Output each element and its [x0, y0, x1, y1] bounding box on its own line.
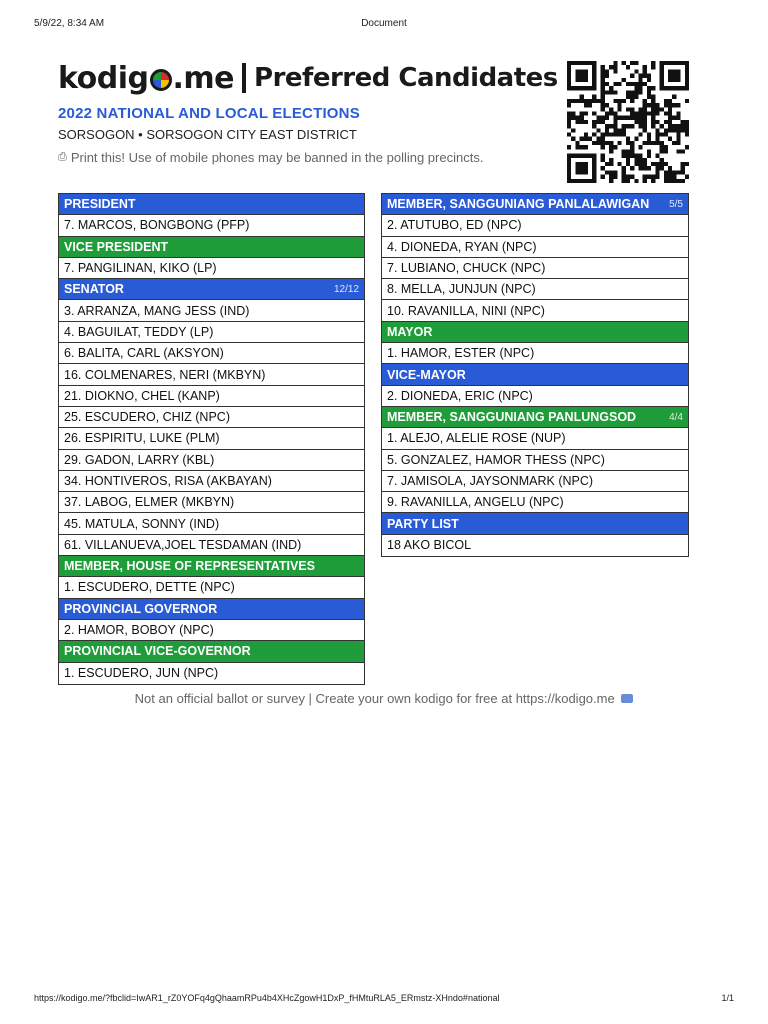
page-title: Preferred Candidates [254, 63, 558, 93]
left-ballot-column [58, 193, 365, 685]
section-header-label: PROVINCIAL GOVERNOR [64, 601, 218, 616]
section-header [59, 599, 364, 620]
candidate-row: 25. ESCUDERO, CHIZ (NPC) [59, 407, 364, 428]
candidate-row: 18 AKO BICOL [382, 535, 688, 556]
right-ballot-column [381, 193, 689, 557]
candidate-row: 45. MATULA, SONNY (IND) [59, 513, 364, 534]
candidate-row: 1. HAMOR, ESTER (NPC) [382, 343, 688, 364]
logo-text-main: kodig [58, 60, 149, 96]
section-header [59, 194, 364, 215]
printer-icon: ⎙ [58, 151, 67, 163]
candidate-row: 9. RAVANILLA, ANGELU (NPC) [382, 492, 688, 513]
print-page-number: 1/1 [721, 993, 734, 1003]
candidate-row: 1. ESCUDERO, JUN (NPC) [59, 663, 364, 684]
print-url: https://kodigo.me/?fbclid=IwAR1_rZ0YOFq4gQhaamRPu4b4XHcZgowH1DxP_fHMtuRLA5_ERmstz-XHndo#national [34, 993, 500, 1003]
candidate-row: 21. DIOKNO, CHEL (KANP) [59, 386, 364, 407]
logo-text-domain: .me [172, 60, 235, 96]
print-date: 5/9/22, 8:34 AM [34, 18, 105, 29]
section-header-label: VICE PRESIDENT [64, 239, 169, 254]
section-vote-count: 5/5 [669, 198, 683, 210]
section-header-label: MAYOR [387, 324, 433, 339]
candidate-row: 2. HAMOR, BOBOY (NPC) [59, 620, 364, 641]
candidate-row: 61. VILLANUEVA,JOEL TESDAMAN (IND) [59, 535, 364, 556]
candidate-row: 7. LUBIANO, CHUCK (NPC) [382, 258, 688, 279]
election-subtitle: 2022 NATIONAL AND LOCAL ELECTIONS [58, 105, 360, 122]
print-notice [58, 150, 483, 165]
section-header [382, 407, 688, 428]
section-vote-count: 12/12 [333, 283, 359, 295]
section-header [59, 556, 364, 577]
candidate-row: 1. ESCUDERO, DETTE (NPC) [59, 577, 364, 598]
candidate-row: 6. BALITA, CARL (AKSYON) [59, 343, 364, 364]
section-header-label: MEMBER, HOUSE OF REPRESENTATIVES [64, 559, 315, 574]
candidate-row: 26. ESPIRITU, LUKE (PLM) [59, 428, 364, 449]
kodigo-logo[interactable] [58, 61, 234, 96]
candidate-row: 4. BAGUILAT, TEDDY (LP) [59, 322, 364, 343]
candidate-row: 16. COLMENARES, NERI (MKBYN) [59, 364, 364, 385]
candidate-row: 34. HONTIVEROS, RISA (AKBAYAN) [59, 471, 364, 492]
section-header-label: PROVINCIAL VICE-GOVERNOR [64, 644, 251, 659]
section-header [382, 322, 688, 343]
candidate-row: 7. JAMISOLA, JAYSONMARK (NPC) [382, 471, 688, 492]
candidate-row: 2. DIONEDA, ERIC (NPC) [382, 386, 688, 407]
section-header [59, 237, 364, 258]
qr-code-icon[interactable] [567, 60, 689, 184]
section-header [59, 279, 364, 300]
disclaimer [0, 691, 768, 706]
candidate-row: 37. LABOG, ELMER (MKBYN) [59, 492, 364, 513]
section-vote-count: 4/4 [669, 411, 683, 423]
ballot-box-icon [621, 694, 633, 703]
section-header-label: VICE-MAYOR [387, 367, 466, 382]
candidate-row: 10. RAVANILLA, NINI (NPC) [382, 300, 688, 321]
section-header [382, 513, 688, 534]
candidate-row: 5. GONZALEZ, HAMOR THESS (NPC) [382, 450, 688, 471]
logo-ballot-dot-icon [150, 69, 172, 91]
district-label: SORSOGON • SORSOGON CITY EAST DISTRICT [58, 127, 357, 142]
candidate-row: 1. ALEJO, ALELIE ROSE (NUP) [382, 428, 688, 449]
section-header-label: MEMBER, SANGGUNIANG PANLUNGSOD [387, 410, 637, 425]
candidate-row: 29. GADON, LARRY (KBL) [59, 450, 364, 471]
section-header-label: PARTY LIST [387, 516, 459, 531]
print-notice-text: Print this! Use of mobile phones may be banned in the polling precincts. [70, 150, 484, 165]
title-separator [242, 63, 246, 93]
section-header [382, 364, 688, 385]
title-row [58, 58, 558, 98]
section-header [382, 194, 688, 215]
candidate-row: 7. MARCOS, BONGBONG (PFP) [59, 215, 364, 236]
print-document-title: Document [361, 18, 407, 29]
section-header-label: MEMBER, SANGGUNIANG PANLALAWIGAN [387, 197, 650, 212]
disclaimer-text: Not an official ballot or survey | Create your own kodigo for free at https://kodigo.me [134, 691, 615, 706]
candidate-row: 8. MELLA, JUNJUN (NPC) [382, 279, 688, 300]
candidate-row: 4. DIONEDA, RYAN (NPC) [382, 237, 688, 258]
candidate-row: 7. PANGILINAN, KIKO (LP) [59, 258, 364, 279]
candidate-row: 2. ATUTUBO, ED (NPC) [382, 215, 688, 236]
section-header-label: SENATOR [64, 282, 124, 297]
candidate-row: 3. ARRANZA, MANG JESS (IND) [59, 300, 364, 321]
section-header-label: PRESIDENT [64, 197, 136, 212]
section-header [59, 641, 364, 662]
